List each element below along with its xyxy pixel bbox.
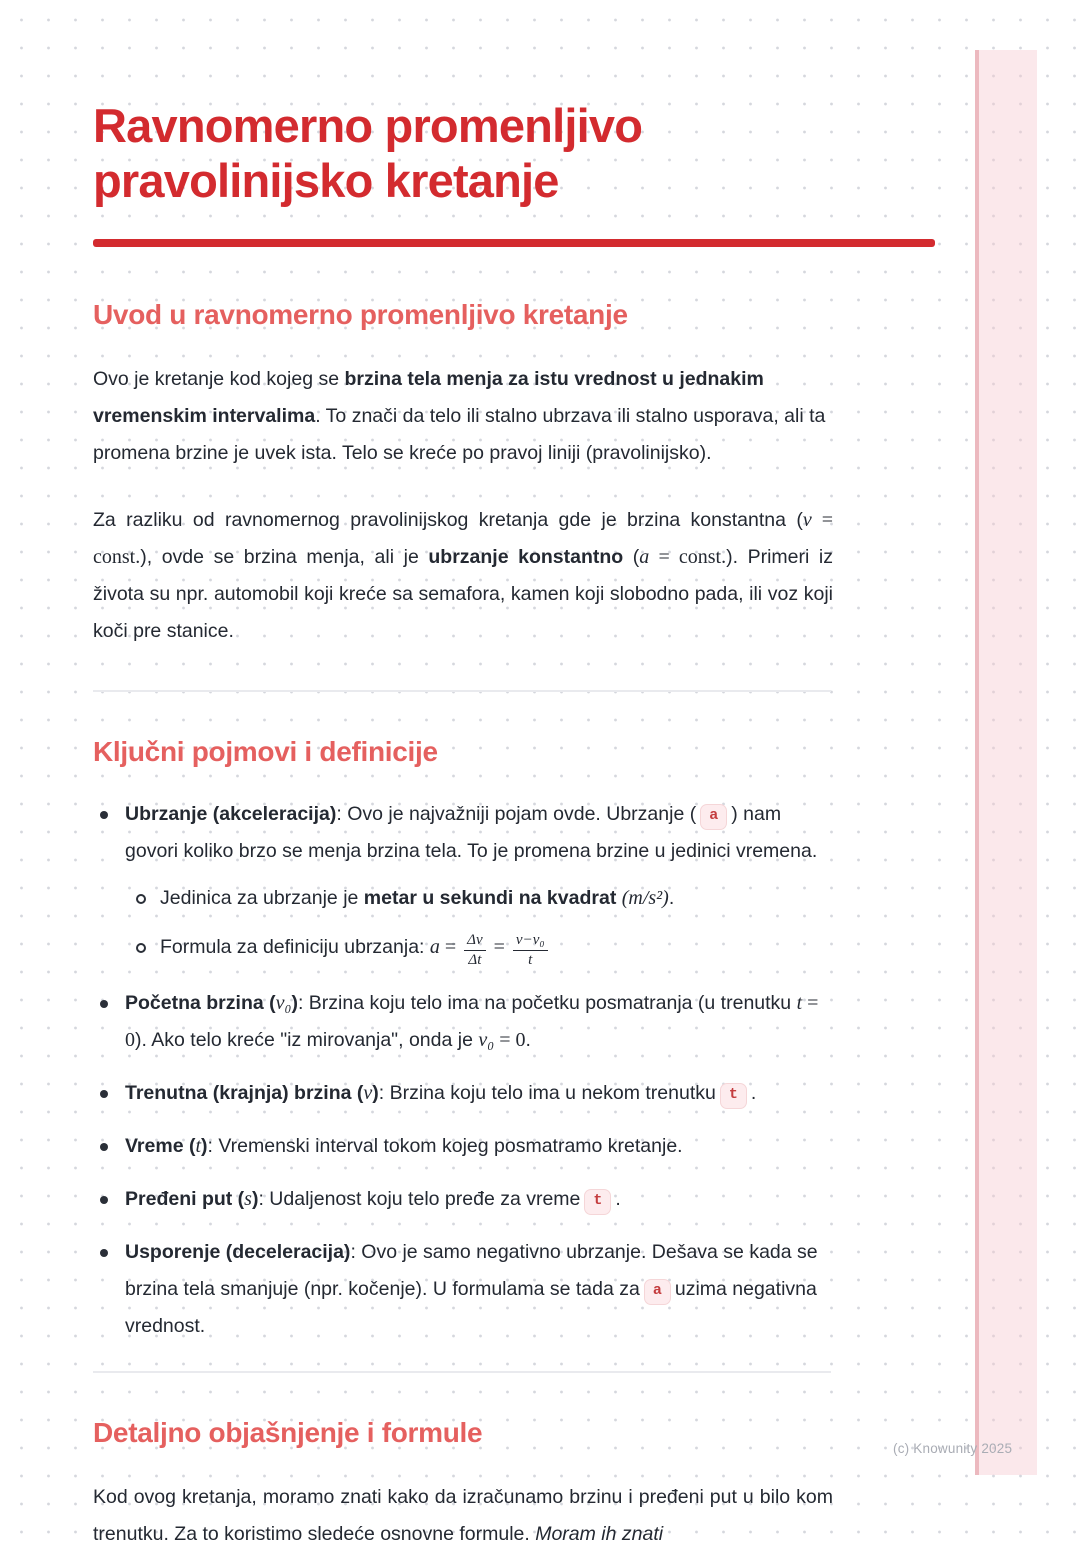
text-run: : Vremenski interval tokom kojeg posmatramo kretanje. (207, 1134, 683, 1157)
fraction-numerator: Δv (464, 932, 485, 951)
math-text: = 0 (125, 991, 819, 1051)
text-run-bold: metar u sekundi na kvadrat (363, 886, 617, 909)
math-operator: = (439, 935, 462, 958)
note-content (93, 98, 935, 1553)
text-run: . (525, 1028, 531, 1051)
title-underline-rule (93, 239, 935, 247)
text-run: ). Primeri iz života su npr. automobil koji kreće sa semafora, kamen koji slobodno pada, ili voz koji koči pre stanice. (93, 545, 834, 642)
fraction-numerator: v−v₀ (513, 932, 548, 951)
section-heading-formulas: Detaljno objašnjenje i formule (93, 1416, 483, 1448)
text-run: . (615, 1187, 621, 1210)
fraction-denominator: Δt (468, 951, 482, 968)
text-run-bold: Vreme ( (125, 1134, 196, 1157)
text-run-bold: ) (372, 1081, 379, 1104)
sub-item-formula (128, 929, 833, 969)
text-run: ) nam govori koliko brzo se menja brzina tela. To je promena brzine u jedinici vremena. (125, 802, 818, 862)
binding-stripe (975, 50, 1037, 1475)
text-run-bold: Usporenje (deceleracija) (125, 1240, 351, 1263)
text-run: . (668, 886, 675, 909)
text-run-bold: Početna brzina ( (125, 991, 276, 1014)
text-run: Kod ovog kretanja, moramo znati kako da izračunamo brzinu i pređeni put u bilo kom trenutku. Za to koristimo sledeće osnovne formule. (93, 1485, 833, 1545)
text-run: Za razliku od ravnomernog pravolinijskog kretanja gde je brzina konstantna ( (93, 508, 803, 531)
concepts-list (93, 796, 833, 1345)
code-chip-t: t (720, 1083, 747, 1109)
math-var: v₀ (478, 1028, 495, 1051)
math-var: s (244, 1187, 252, 1210)
code-chip-a: a (700, 804, 727, 830)
math-text: = const. (93, 508, 834, 568)
math-var: v (802, 508, 812, 531)
text-run: Jedinica za ubrzanje je (160, 886, 364, 909)
math-text: = 0 (494, 1028, 526, 1051)
text-run: : Brzina koju telo ima na početku posmatranja (u trenutku (297, 991, 797, 1014)
text-run-bold: Ubrzanje (akceleracija) (125, 802, 337, 825)
math-var: t (796, 991, 803, 1014)
page-title (93, 98, 935, 209)
text-run: : Ovo je samo negativno ubrzanje. Dešava se kada se brzina tela smanjuje (npr. kočenje). U formulama se tada za (125, 1240, 818, 1300)
page-title-line2: pravolinijsko kretanje (93, 154, 559, 208)
text-run-bold: ) (251, 1187, 259, 1210)
math-var: t (195, 1134, 202, 1157)
math-var: v₀ (275, 991, 292, 1014)
text-run: : Ovo je najvažniji pojam ovde. Ubrzanje ( (336, 802, 697, 825)
text-run-bold: brzina tela menja za istu vrednost u jednakim vremenskim intervalima (93, 367, 764, 427)
text-run: : Udaljenost koju telo pređe za vreme (258, 1187, 581, 1210)
page-title-line1: Ravnomerno promenljivo (93, 99, 643, 152)
math-text: = const. (649, 545, 727, 568)
math-var: v (363, 1081, 373, 1104)
text-run: . To znači da telo ili stalno ubrzava ili stalno usporava, ali ta promena brzine je uvek ista. Telo se kreće po pravoj liniji (pravolinijsko). (93, 404, 826, 464)
math-var: a (639, 545, 650, 568)
sub-item-jedinica (128, 880, 833, 917)
section-heading-concepts: Ključni pojmovi i definicije (93, 735, 438, 767)
section-divider (93, 1371, 831, 1373)
code-chip-a: a (644, 1279, 671, 1305)
text-run-bold: Trenutna (krajnja) brzina ( (125, 1081, 364, 1104)
formulas-paragraph-1 (93, 1479, 833, 1553)
text-run: ). Ako telo kreće "iz mirovanja", onda je (135, 1028, 479, 1051)
text-run-bold: ) (201, 1134, 208, 1157)
text-run: ( (623, 545, 640, 568)
text-run: uzima negativna vrednost. (125, 1277, 817, 1337)
list-item-pocetna-brzina (93, 985, 833, 1059)
math-operator: = (488, 935, 510, 958)
intro-paragraph-1 (93, 361, 833, 472)
text-run-bold: ubrzanje konstantno (428, 545, 624, 568)
list-item-trenutna-brzina (93, 1075, 833, 1112)
text-run: Ovo je kretanje kod kojeg se (93, 367, 345, 390)
list-item-ubrzanje (93, 796, 833, 969)
text-run-italic: Moram ih znati (535, 1522, 664, 1545)
intro-paragraph-2 (93, 502, 833, 650)
text-run-bold: Pređeni put ( (125, 1187, 245, 1210)
text-run: : Brzina koju telo ima u nekom trenutku (378, 1081, 716, 1104)
fraction-v-v0-t (513, 932, 548, 969)
text-run-bold: ) (291, 991, 298, 1014)
section-heading-intro: Uvod u ravnomerno promenljivo kretanje (93, 298, 628, 330)
list-item-vreme (93, 1128, 833, 1165)
math-unit: (m/s²) (621, 886, 669, 909)
copyright-notice: (c) Knowunity 2025 (893, 1441, 1013, 1456)
ubrzanje-sub-list (128, 880, 833, 969)
fraction-denominator: t (528, 951, 533, 968)
text-run: . (750, 1081, 757, 1104)
fraction-dv-dt (464, 932, 485, 969)
section-divider (93, 690, 831, 692)
text-run: ), ovde se brzina menja, ali je (140, 545, 429, 568)
text-run: Formula za definiciju ubrzanja: (160, 935, 430, 958)
list-item-usporenje (93, 1234, 833, 1345)
math-var: a (429, 935, 440, 958)
list-item-predjeni-put (93, 1181, 833, 1218)
code-chip-t: t (584, 1189, 611, 1215)
